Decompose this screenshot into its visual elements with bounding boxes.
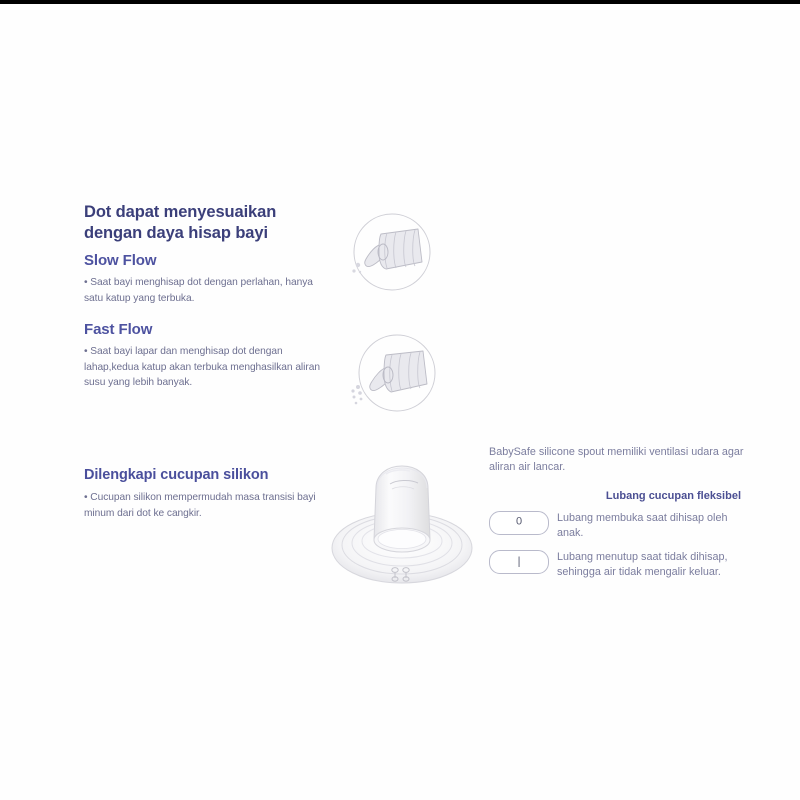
list-item <box>489 510 747 541</box>
hole-open-icon <box>489 511 549 535</box>
flow-section <box>84 202 334 391</box>
silicone-spout-product-photo <box>322 444 482 599</box>
spout-vent-intro: BabySafe silicone spout memiliki ventilasi udara agar aliran air lancar. <box>489 446 744 474</box>
list-item <box>489 549 747 580</box>
slow-flow-title: Slow Flow <box>84 252 157 270</box>
product-info-page <box>0 4 800 800</box>
flexible-hole-heading: Lubang cucupan fleksibel <box>605 489 741 502</box>
fast-flow-body: • Saat bayi lapar dan menghisap dot dengan lahap,kedua katup akan terbuka menghasilkan aliran susu yang lebih banyak. <box>84 345 320 389</box>
fast-flow-title: Fast Flow <box>84 320 153 338</box>
bottle-nipple-slow-flow-icon <box>330 207 445 302</box>
spout-body: • Cucupan silikon mempermudah masa transisi bayi minum dari dot ke cangkir. <box>84 492 316 519</box>
hole-closed-icon <box>489 550 549 574</box>
hole-open-glyph: 0 <box>515 515 523 528</box>
hole-closed-glyph: | <box>517 555 521 568</box>
right-info-panel <box>489 445 747 589</box>
flow-headline: Dot dapat menyesuaikan dengan daya hisap bayi <box>84 203 277 243</box>
hole-open-text: Lubang membuka saat dihisap oleh anak. <box>557 511 728 539</box>
slow-flow-body: • Saat bayi menghisap dot dengan perlahan, hanya satu katup yang terbuka. <box>84 277 313 305</box>
hole-closed-text: Lubang menutup saat tidak dihisap, sehingga air tidak mengalir keluar. <box>557 551 728 579</box>
bottle-nipple-fast-flow-icon <box>333 331 451 426</box>
fast-flow-block <box>84 321 334 391</box>
spout-title: Dilengkapi cucupan silikon <box>84 467 269 483</box>
spout-section <box>84 467 324 522</box>
